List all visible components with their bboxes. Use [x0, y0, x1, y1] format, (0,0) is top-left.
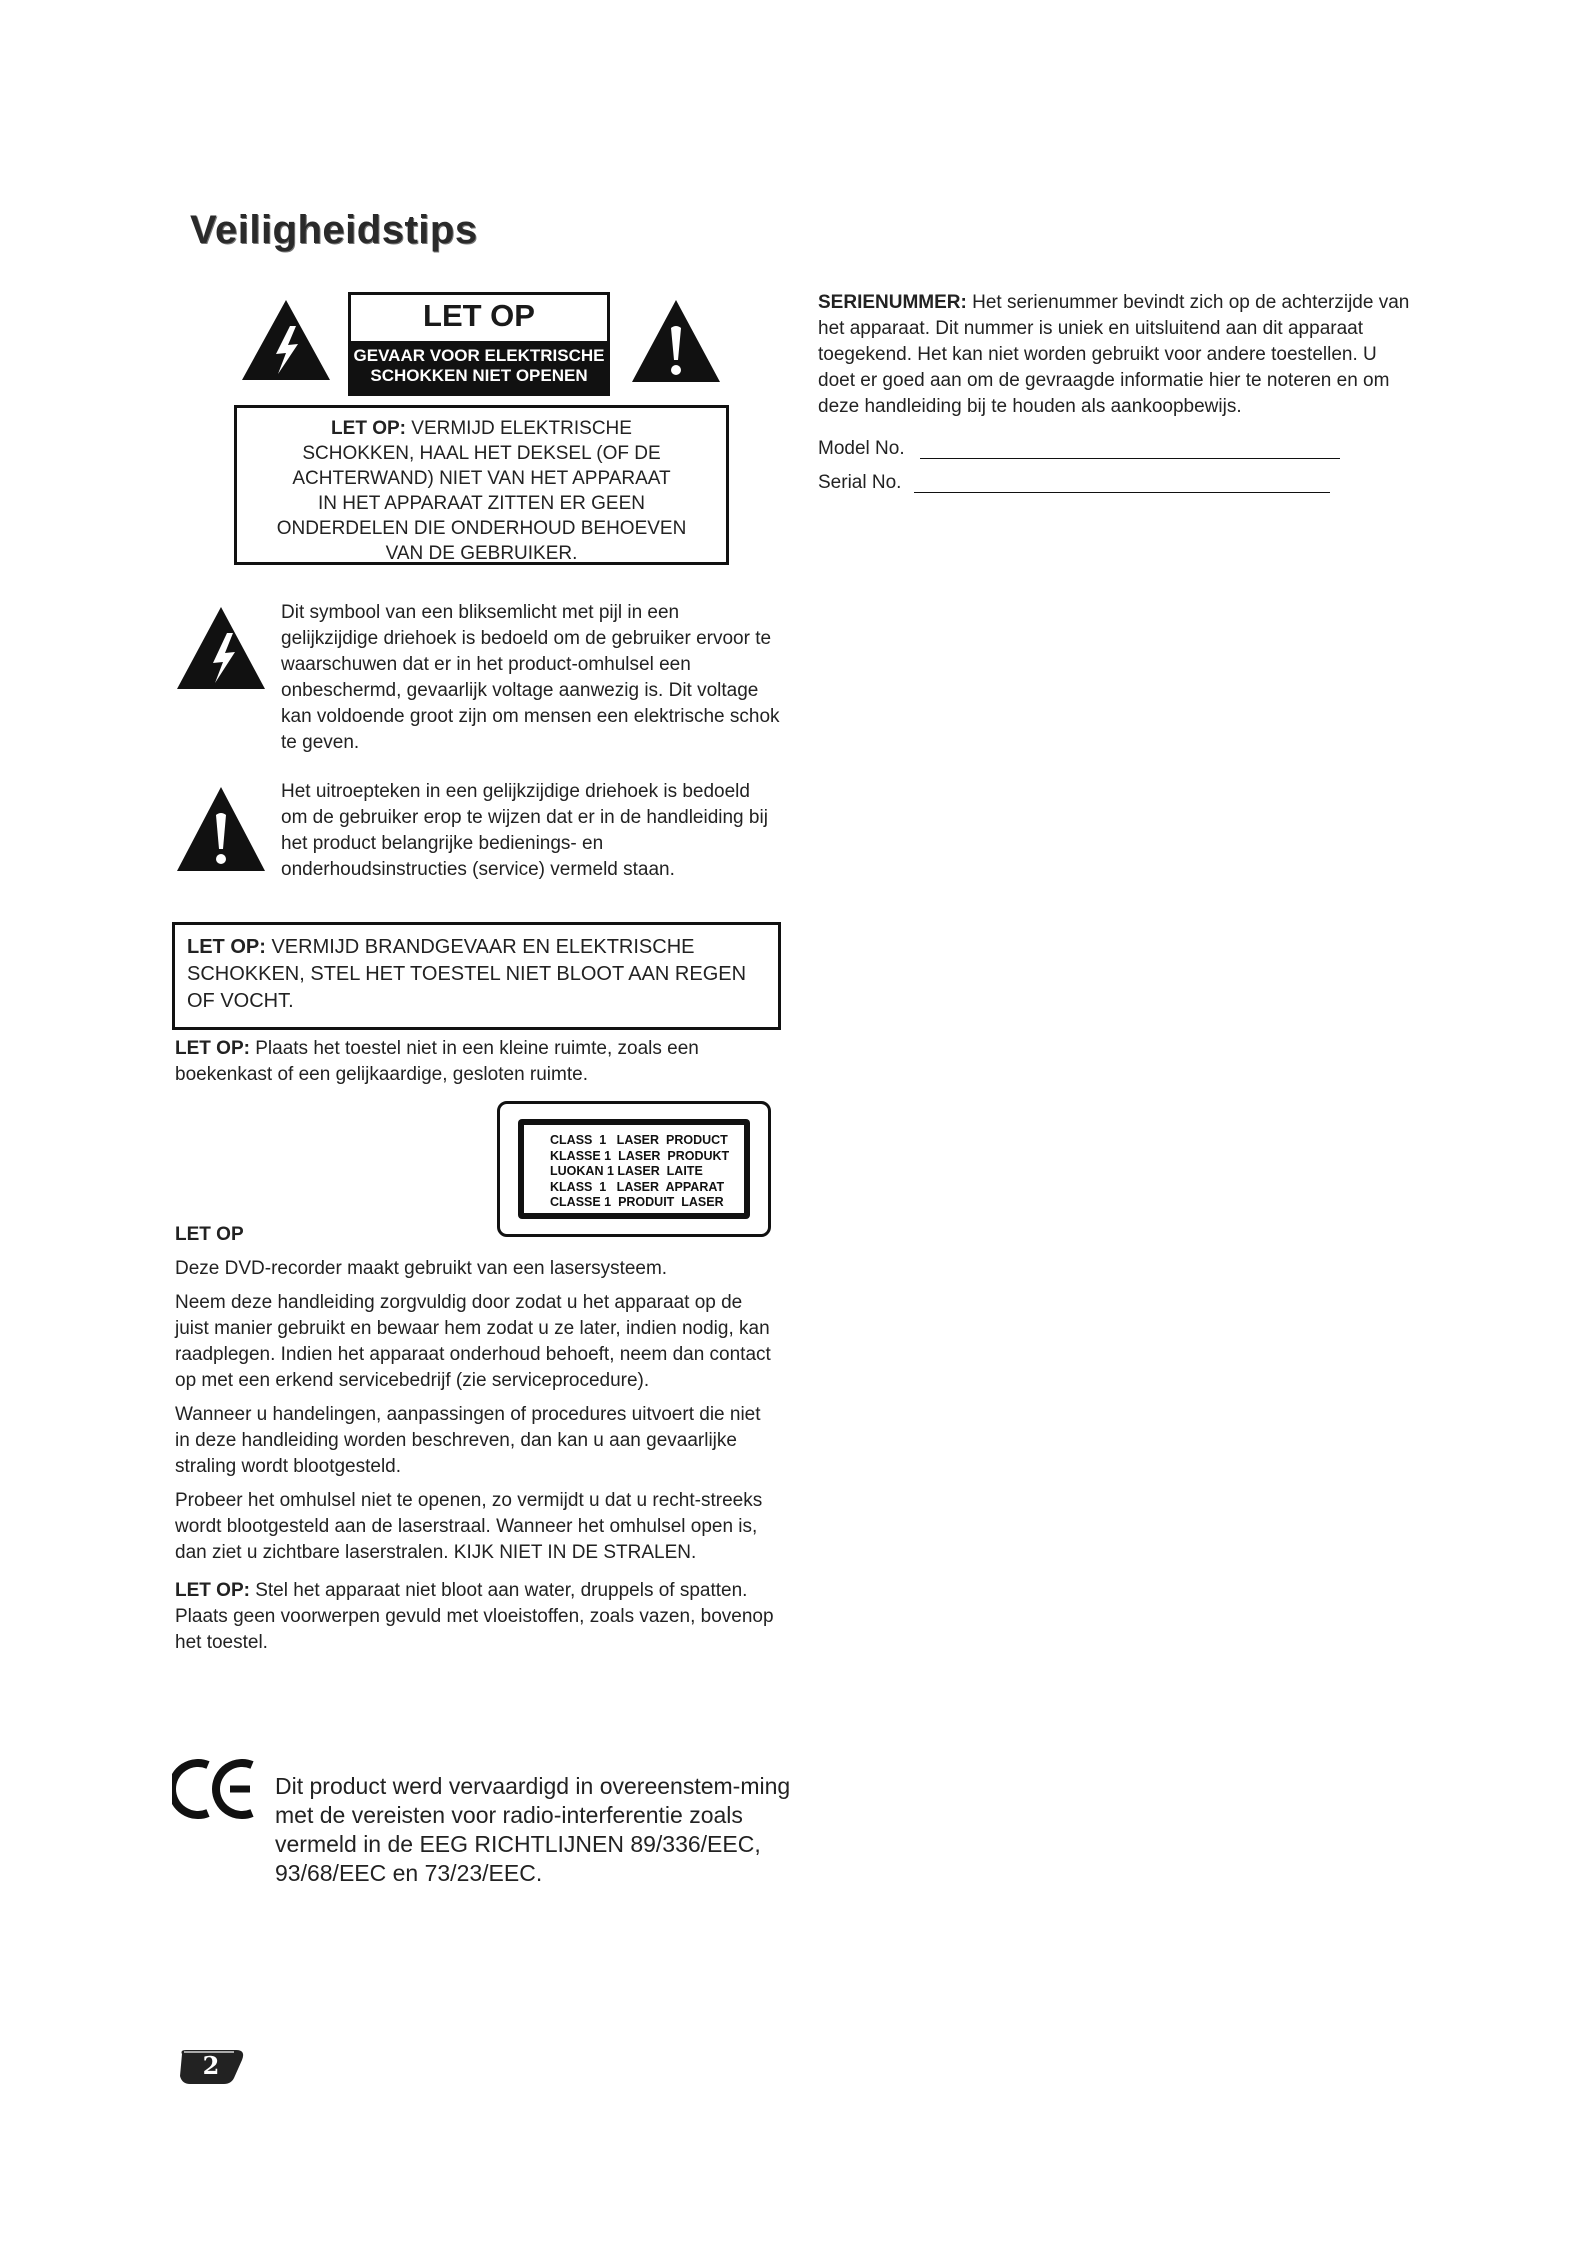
electric-shock-warning-box	[234, 405, 729, 565]
laser-paragraph: Probeer het omhulsel niet te openen, zo vermijdt u dat u recht-streeks wordt blootgesteld aan de laserstraal. Wanneer het omhulsel open is, dan ziet u zichtbare laserstralen. KIJK NIET IN DE STRALEN.	[175, 1490, 763, 1563]
warning-line: SCHOKKEN, HAAL HET DEKSEL (OF DE	[302, 443, 661, 464]
caution-band	[351, 341, 607, 393]
serial-number-label: Serial No.	[818, 472, 902, 493]
laser-paragraph: Deze DVD-recorder maakt gebruikt van een lasersysteem.	[175, 1258, 668, 1279]
warning-line: ONDERDELEN DIE ONDERHOUD BEHOEVEN	[276, 518, 687, 539]
laser-paragraph: Neem deze handleiding zorgvuldig door zodat u het apparaat op de juist manier gebruikt en bewaar hem zodat u ze later, indien nodig, kan raadplegen. Indien het apparaat onderhoud behoeft, neem dan contact op met een erkend servicebedrijf (zie serviceprocedure).	[175, 1292, 771, 1391]
caution-label	[348, 292, 610, 396]
water-text: Stel het apparaat niet bloot aan water, druppels of spatten. Plaats geen voorwerpen gevuld met vloeistoffen, zoals vazen, bovenop het toestel.	[175, 1580, 774, 1653]
lightning-warning-icon	[240, 298, 332, 382]
warning-line: VERMIJD ELEKTRISCHE	[411, 418, 632, 439]
warning-line: VAN DE GEBRUIKER.	[385, 543, 578, 564]
fire-warning-box	[172, 922, 781, 1030]
warning-line: ACHTERWAND) NIET VAN HET APPARAAT	[292, 468, 671, 489]
laser-label-line: LUOKAN 1 LASER LAITE	[550, 1164, 703, 1178]
laser-label-panel	[524, 1125, 744, 1213]
laser-paragraph: Wanneer u handelingen, aanpassingen of procedures uitvoert die niet in deze handleiding worden beschreven, dan kan u aan gevaarlijke straling wordt blootgesteld.	[175, 1404, 761, 1477]
model-number-line[interactable]	[920, 458, 1340, 459]
serial-lead: SERIENUMMER:	[818, 292, 967, 313]
laser-label-line: CLASSE 1 PRODUIT LASER	[550, 1195, 724, 1209]
laser-label-line: KLASS 1 LASER APPARAT	[550, 1179, 725, 1194]
serial-number-line[interactable]	[914, 492, 1330, 493]
water-lead: LET OP:	[175, 1580, 250, 1601]
placement-lead: LET OP:	[175, 1038, 250, 1059]
laser-section	[175, 1222, 780, 1656]
page-title: Veiligheidstips	[190, 208, 478, 252]
exclamation-symbol-text: Het uitroepteken in een gelijkzijdige driehoek is bedoeld om de gebruiker erop te wijzen dat er in de handleiding bij het product belangrijke bedienings- en onderhoudsinstructies (service) vermeld staan.	[281, 781, 768, 880]
ce-text: Dit product werd vervaardigd in overeenstem-ming met de vereisten voor radio-interferentie zoals vermeld in de EEG RICHTLIJNEN 89/336/EEC, 93/68/EEC en 73/23/EEC.	[275, 1773, 791, 1886]
lightning-symbol-icon	[175, 605, 267, 691]
laser-heading: LET OP	[175, 1224, 244, 1245]
page-number: 2	[202, 2051, 220, 2080]
serial-info	[818, 290, 1418, 420]
caution-band-line: GEVAAR VOOR ELEKTRISCHE	[353, 346, 605, 365]
fire-lead: LET OP:	[187, 936, 266, 958]
placement-text: Plaats het toestel niet in een kleine ruimte, zoals een boekenkast of een gelijkaardige, gesloten ruimte.	[175, 1038, 699, 1085]
warning-lead: LET OP:	[331, 418, 406, 439]
serial-section	[818, 290, 1418, 500]
warning-line: IN HET APPARAAT ZITTEN ER GEEN	[318, 493, 645, 514]
caution-band-line: SCHOKKEN NIET OPENEN	[370, 366, 588, 385]
page-number-badge	[176, 2046, 246, 2091]
laser-class-label	[497, 1101, 771, 1237]
serial-number-field[interactable]	[818, 470, 1418, 500]
model-number-label: Model No.	[818, 438, 905, 459]
lightning-symbol-text: Dit symbool van een bliksemlicht met pijl in een gelijkzijdige driehoek is bedoeld om de gebruiker ervoor te waarschuwen dat er in het product-omhulsel een onbeschermd, gevaarlijk voltage aanwezig is. Dit voltage kan voldoende groot zijn om mensen een elektrische schok te geven.	[281, 602, 780, 753]
exclamation-symbol-icon	[175, 785, 267, 873]
placement-note	[175, 1036, 780, 1088]
exclamation-warning-icon	[630, 298, 722, 384]
fire-text: VERMIJD BRANDGEVAAR EN ELEKTRISCHE SCHOKKEN, STEL HET TOESTEL NIET BLOOT AAN REGEN OF VOCHT.	[187, 936, 747, 1012]
laser-label-line: CLASS 1 LASER PRODUCT	[550, 1133, 728, 1147]
serial-text: Het serienummer bevindt zich op de achterzijde van het apparaat. Dit nummer is uniek en uitsluitend aan dit apparaat toegekend. Het kan niet worden gebruikt voor andere toestellen. U doet er goed aan om de gevraagde informatie hier te noteren en om deze handleiding bij te houden als aankoopbewijs.	[818, 292, 1410, 417]
laser-label-line: KLASSE 1 LASER PRODUKT	[550, 1148, 730, 1163]
ce-mark-icon	[172, 1759, 258, 1819]
model-number-field[interactable]	[818, 436, 1418, 466]
water-note	[175, 1578, 780, 1656]
caution-heading: LET OP	[423, 298, 535, 333]
laser-label-frame	[518, 1119, 750, 1219]
